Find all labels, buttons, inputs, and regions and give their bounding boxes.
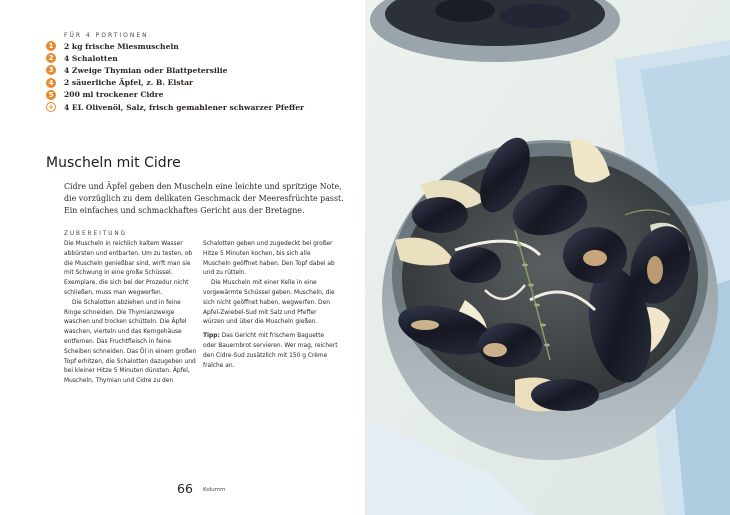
ingredient-text: 4 Zweige Thymian oder Blattpetersilie	[64, 65, 228, 75]
number-badge-icon: 4	[46, 78, 56, 88]
instructions-column-1	[64, 240, 199, 387]
ingredient-text: 4 Schalotten	[64, 53, 118, 63]
ingredient-item	[46, 101, 304, 113]
ingredient-text: 2 kg frische Miesmuscheln	[64, 41, 179, 51]
instruction-paragraph: Die Schalotten abziehen und in feine Ringe schneiden. Die Thymianzweige waschen und trocken schütteln. Die Äpfel waschen, vierteln und das Kerngehäuse entfernen. Das Fruchtfleisch in feine Scheiben schneiden. Das Öl in einem großen Topf erhitzen, die Schalotten dazugeben und bei kleiner Hitze 5 Minuten dünsten. Äpfel, Muscheln, Thymian und Cidre zu den	[64, 299, 197, 385]
page-number: 66	[177, 481, 193, 496]
ingredient-item	[46, 52, 304, 64]
mussels-bowl-photo	[365, 0, 730, 515]
tip-paragraph	[203, 332, 338, 371]
chapter-label: Kolumm	[203, 487, 226, 493]
intro-line: Ein einfaches und schmackhaftes Gericht aus der Bretagne.	[64, 206, 305, 215]
ingredient-text: 200 ml trockener Cidre	[64, 90, 164, 100]
instruction-paragraph: Die Muscheln mit einer Kelle in eine vorgewärmte Schüssel geben. Muscheln, die sich nicht geöffnet haben, wegwerfen. Den Apfel-Zwiebel-Sud mit Salz und Pfeffer würzen und über die Muscheln gießen.	[203, 280, 335, 326]
ingredient-list	[46, 40, 304, 113]
number-badge-icon: 2	[46, 53, 56, 63]
recipe-title: Muscheln mit Cidre	[46, 155, 181, 171]
ingredient-text: 4 EL Olivenöl, Salz, frisch gemahlener schwarzer Pfeffer	[64, 102, 305, 112]
portions-heading: FÜR 4 PORTIONEN	[64, 32, 149, 39]
number-badge-icon: 1	[46, 41, 56, 51]
photo-illustration	[365, 0, 730, 515]
ingredient-item	[46, 77, 304, 89]
tip-text: Das Gericht mit frischem Baguette oder Bauernbrot servieren. Wer mag, reichert den Cidre-Sud zusätzlich mit 150 g Crème fraîche an.	[203, 333, 338, 369]
ingredient-item	[46, 40, 304, 52]
ingredient-item	[46, 64, 304, 76]
instructions-column-2	[203, 240, 338, 371]
ingredient-text: 2 säuerliche Äpfel, z. B. Elstar	[64, 78, 194, 88]
preparation-heading: ZUBEREITUNG	[64, 231, 128, 237]
instruction-paragraph: Die Muscheln in reichlich kaltem Wasser abbürsten und entbarten. Um zu testen, ob die Muscheln genießbar sind, wirft man sie mit Schwung in eine große Schüssel. Exemplare, die sich bei der Prozedur nicht schließen, muss man wegwerfen.	[64, 241, 193, 296]
number-badge-icon: 3	[46, 65, 56, 75]
intro-line: Cidre und Äpfel geben den Muscheln eine leichte und spritzige Note,	[64, 182, 342, 191]
instruction-paragraph: Schalotten geben und zugedeckt bei großer Hitze 5 Minuten kochen, bis sich alle Muscheln geöffnet haben. Den Topf dabei ab und zu rütteln.	[203, 241, 335, 277]
intro-line: die vorzüglich zu dem delikaten Geschmack der Meeresfrüchte passt.	[64, 194, 344, 203]
number-badge-icon: 5	[46, 90, 56, 100]
ingredient-item	[46, 89, 304, 101]
recipe-intro	[64, 181, 344, 217]
tip-label: Tipp:	[203, 333, 220, 340]
plus-badge-icon: +	[46, 102, 56, 112]
